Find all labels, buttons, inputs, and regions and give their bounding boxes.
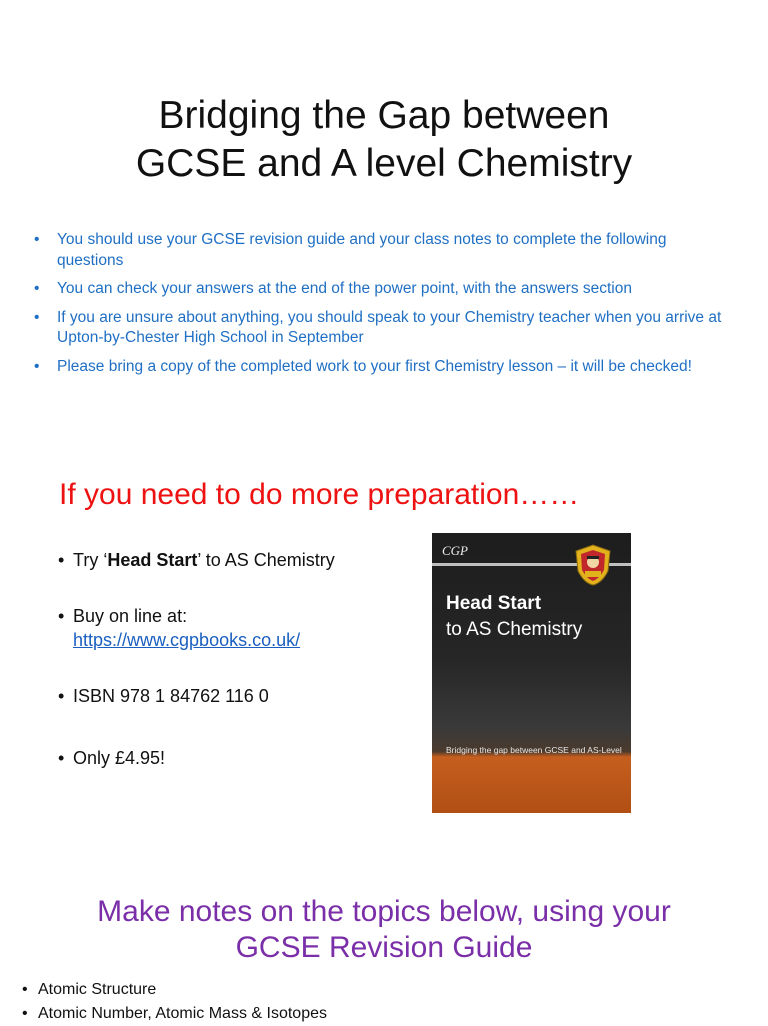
book-cover-image <box>432 533 631 813</box>
price-item: • Only £4.95! <box>58 746 388 770</box>
topics-heading-line-2: GCSE Revision Guide <box>235 931 533 964</box>
book-title: Head Start <box>446 593 542 614</box>
instruction-item: • You should use your GCSE revision guide and your class notes to complete the following questions <box>34 230 734 271</box>
topics-heading-line-1: Make notes on the topics below, using your <box>97 895 671 928</box>
title-line-2: GCSE and A level Chemistry <box>135 142 633 185</box>
try-bold: Head Start <box>107 550 198 570</box>
title-line-1: Bridging the Gap between <box>158 94 610 137</box>
instruction-item: • You can check your answers at the end of the power point, with the answers section <box>34 279 734 300</box>
try-suffix: ’ to AS Chemistry <box>197 550 335 570</box>
slide-preparation <box>0 460 768 840</box>
book-subtitle: to AS Chemistry <box>446 619 583 640</box>
topic-item: • Atomic Structure <box>22 978 327 1002</box>
cgp-link[interactable]: https://www.cgpbooks.co.uk/ <box>73 630 301 650</box>
preparation-list <box>58 548 388 770</box>
slide-topics <box>0 880 768 1024</box>
isbn-item: • ISBN 978 1 84762 116 0 <box>58 684 388 708</box>
topic-list <box>22 978 327 1026</box>
cgp-crest-icon <box>572 543 614 587</box>
try-prefix: Try ‘ <box>73 550 108 570</box>
book-tagline: Bridging the gap between GCSE and AS-Level <box>446 745 622 755</box>
instruction-item: • If you are unsure about anything, you should speak to your Chemistry teacher when you arrive at Upton-by-Chester High School in September <box>34 308 734 349</box>
preparation-heading: If you need to do more preparation…… <box>59 478 580 511</box>
book-publisher: CGP <box>442 543 468 558</box>
page-title <box>0 92 768 188</box>
topics-heading <box>0 894 768 966</box>
topic-item: • Atomic Number, Atomic Mass & Isotopes <box>22 1002 327 1026</box>
buy-item <box>58 604 388 652</box>
buy-label: Buy on line at: <box>73 606 188 626</box>
try-item <box>58 548 388 572</box>
instruction-item: • Please bring a copy of the completed work to your first Chemistry lesson – it will be checked! <box>34 357 734 378</box>
slide-intro <box>0 0 768 445</box>
instructions-list <box>34 230 734 385</box>
